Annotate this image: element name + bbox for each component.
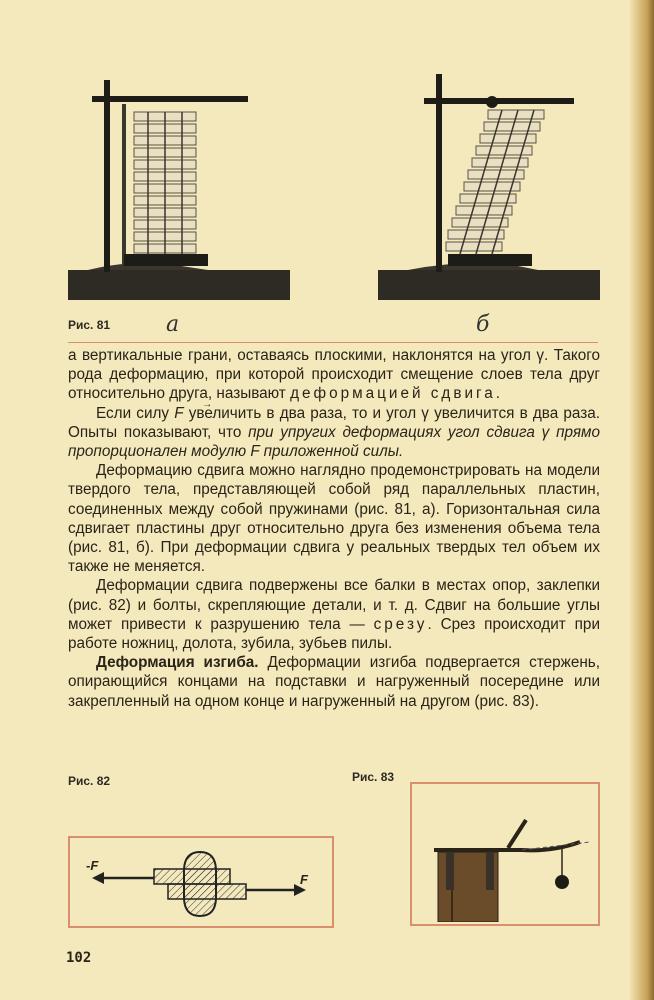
paragraph-5: Деформация изгиба. Деформации изгиба подвергается стержень, опирающийся концами на подставки и нагруженный посередине или закрепленный на одном конце и нагруженный на другом (рис. 83). bbox=[68, 654, 600, 710]
figure-83-caption: Рис. 83 bbox=[352, 770, 395, 784]
figure-82-rivet-diagram bbox=[72, 840, 330, 922]
figure-81a-photo bbox=[68, 74, 290, 300]
paragraph-2: Если силу → F увеличить в два раза, то и угол γ увеличится в два раза. Опыты показывают, что при упругих деформациях угол сдвига γ прямо пропорционален модулю F приложенной силы. bbox=[68, 404, 600, 462]
figure-81b-label: б bbox=[476, 312, 490, 337]
page-number: 102 bbox=[66, 950, 92, 966]
book-spine-edge bbox=[630, 0, 654, 1000]
figure-divider-rule bbox=[68, 342, 598, 343]
force-vector-symbol: → F bbox=[174, 405, 183, 422]
section-heading-bending: Деформация изгиба. bbox=[96, 654, 259, 672]
paragraph-1: а вертикальные грани, оставаясь плоскими, наклонятся на угол γ. Такого рода деформацию, при которой происходит смещение слоев тела друг относительно друга, называют деформацией сдвига. bbox=[68, 347, 600, 403]
paragraph-4: Деформации сдвига подвержены все балки в местах опор, заклепки (рис. 82) и болты, скрепляющие детали, и т. д. Сдвиг на большие углы может привести к разрушению тела — срезу. Срез происходит при работе ножниц, долота, зубила, зубьев пилы. bbox=[68, 577, 600, 653]
term-shear-deformation: деформацией сдвига bbox=[290, 385, 496, 403]
paragraph-3: Деформацию сдвига можно наглядно продемонстрировать на модели твердого тела, представляющей собой ряд параллельных пластин, соединенных между собой пружинами (рис. 81, а). Горизонтальная сила сдвигает пластины друг относительно друга без изменения объема тела (рис. 81, б). При деформации сдвига у реальных твердых тел объем их также не меняется. bbox=[68, 462, 600, 576]
figure-83-cantilever-diagram bbox=[412, 784, 596, 922]
force-right-label: F bbox=[300, 872, 308, 887]
figure-81b-photo bbox=[378, 74, 600, 300]
body-text bbox=[68, 346, 600, 711]
figure-81a-label: а bbox=[166, 312, 180, 337]
law-statement: при упругих деформациях угол сдвига γ прямо пропорционален модулю F приложенной силы. bbox=[68, 423, 600, 461]
force-left-label: -F bbox=[86, 858, 99, 873]
term-cut: срезу bbox=[373, 615, 428, 633]
figure-82-caption: Рис. 82 bbox=[68, 774, 111, 788]
figure-81-caption: Рис. 81 bbox=[68, 318, 111, 332]
